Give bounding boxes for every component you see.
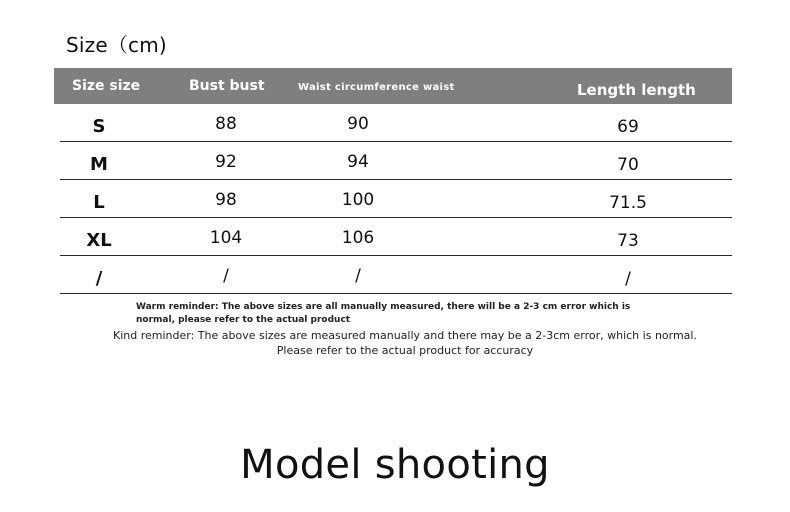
kind-reminder-line1: Kind reminder: The above sizes are measured manually and there may be a 2-3cm error, which is normal.: [113, 329, 697, 342]
cell-bust: /: [223, 266, 229, 286]
header-size: Size size: [72, 78, 141, 94]
cell-waist: /: [355, 266, 361, 286]
size-title: Size（cm): [66, 33, 167, 57]
cell-length: /: [625, 269, 631, 289]
cell-bust: 88: [215, 114, 237, 134]
table-header: [54, 68, 732, 104]
cell-size: L: [93, 192, 105, 213]
cell-length: 69: [617, 117, 639, 137]
cell-bust: 98: [215, 190, 237, 210]
table-row: [60, 142, 732, 180]
cell-size: S: [92, 116, 106, 137]
cell-bust: 104: [209, 228, 243, 248]
cell-length: 71.5: [609, 193, 647, 213]
cell-bust: 92: [215, 152, 237, 172]
kind-reminder: [95, 328, 715, 358]
warm-reminder: Warm reminder: The above sizes are all manually measured, there will be a 2-3 cm error which is normal, please refer to the actual product: [136, 302, 631, 325]
cell-waist: 100: [341, 190, 375, 210]
header-waist: Waist circumference waist: [298, 82, 455, 93]
cell-size: M: [90, 154, 108, 175]
header-length: Length length: [577, 81, 696, 99]
cell-waist: 106: [341, 228, 375, 248]
size-table: [54, 68, 732, 294]
cell-size: /: [95, 268, 103, 289]
table-row: [60, 256, 732, 294]
header-bust: Bust bust: [189, 78, 265, 94]
cell-length: 70: [617, 155, 639, 175]
cell-size: XL: [86, 230, 112, 251]
cell-waist: 90: [347, 114, 369, 134]
cell-waist: 94: [347, 152, 369, 172]
cell-length: 73: [617, 231, 639, 251]
table-row: [60, 218, 732, 256]
kind-reminder-line2: Please refer to the actual product for accuracy: [276, 344, 534, 357]
table-row: [60, 180, 732, 218]
table-row: [60, 104, 732, 142]
section-title: Model shooting: [240, 442, 550, 488]
